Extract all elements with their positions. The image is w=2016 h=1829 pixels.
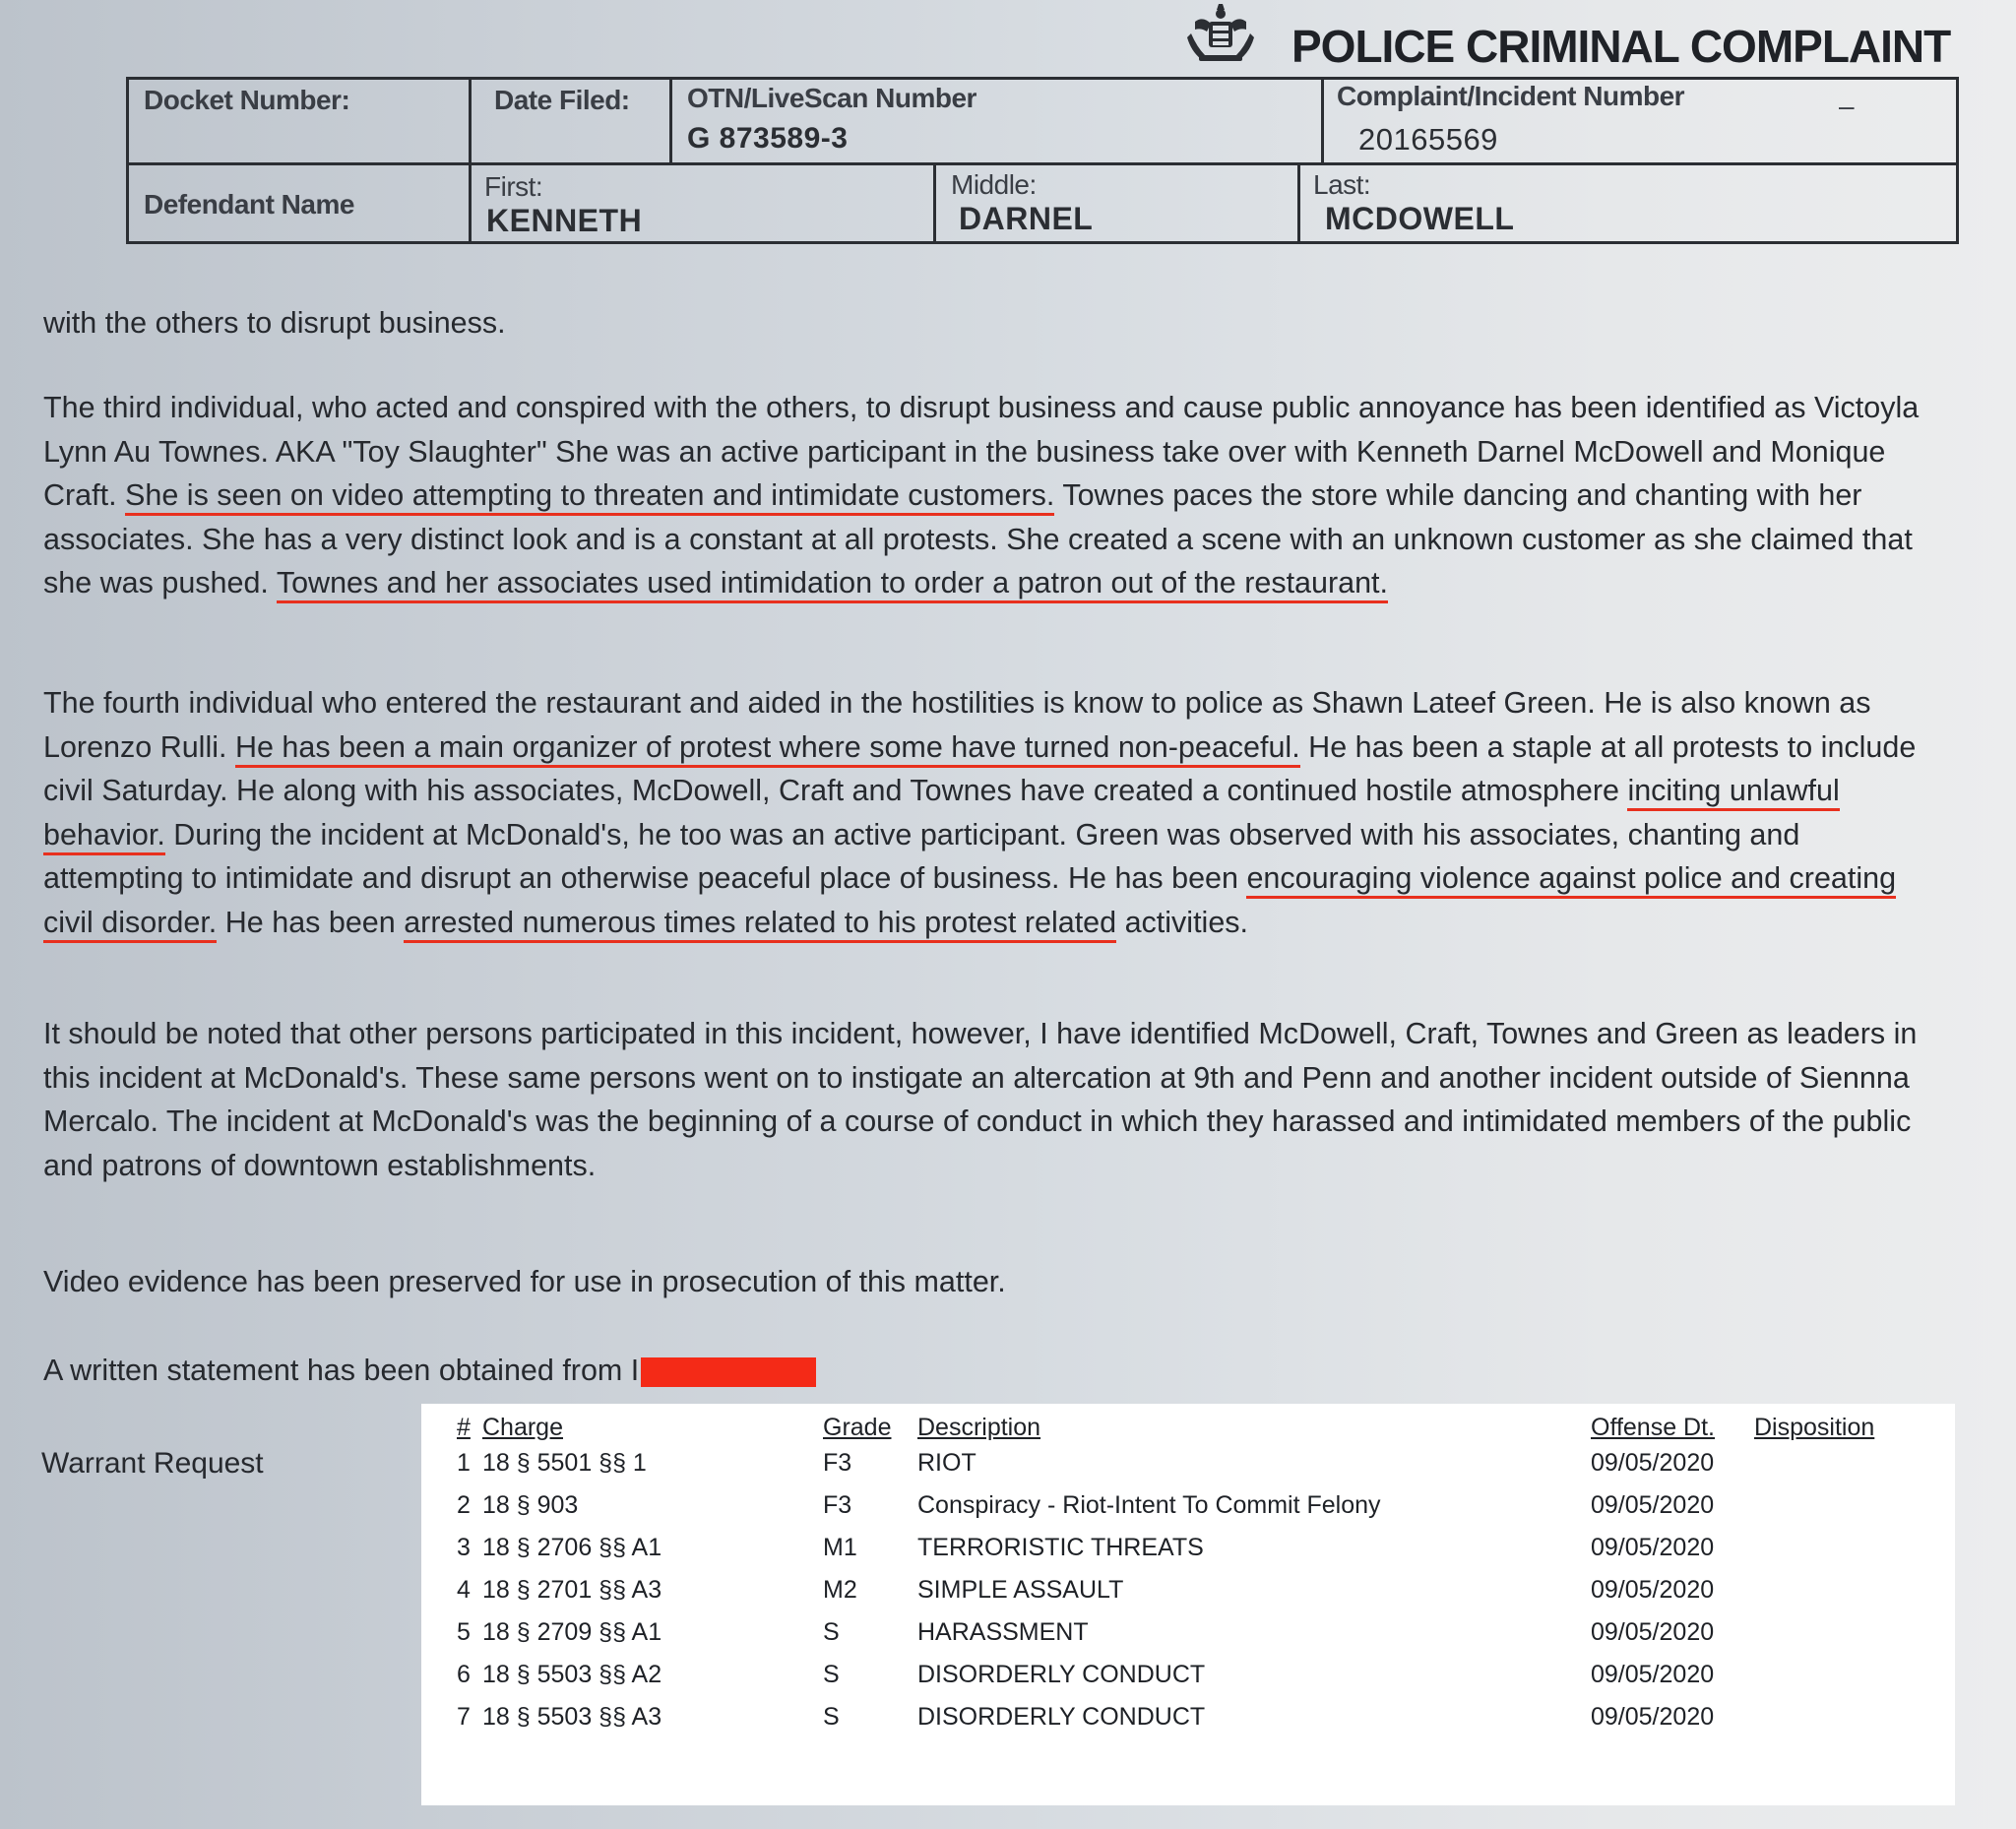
- offense-date: 09/05/2020: [1591, 1576, 1715, 1604]
- underlined-highlight: She is seen on video attempting to threaten and intimidate customers.: [125, 478, 1054, 516]
- paragraph-text: Townes paces the store while dancing and chanting with her associates. She has a very distinct look and is a constant at all protests. She created a scene with an unknown customer as she claimed that she was pushed.: [43, 478, 1913, 599]
- charge-number: 7: [457, 1703, 471, 1731]
- charge-grade: F3: [823, 1449, 852, 1477]
- table-row: [421, 1491, 1955, 1531]
- redaction-box: [641, 1357, 816, 1387]
- paragraph-video-evidence: Video evidence has been preserved for use in prosecution of this matter.: [43, 1265, 1006, 1298]
- paragraph-text: activities.: [1116, 905, 1249, 939]
- complaint-number-value: 20165569: [1358, 122, 1498, 157]
- warrant-request-label: Warrant Request: [41, 1447, 264, 1480]
- offense-date: 09/05/2020: [1591, 1449, 1715, 1477]
- offense-date: 09/05/2020: [1591, 1661, 1715, 1688]
- defendant-name-label: Defendant Name: [144, 189, 354, 220]
- paragraph-third-individual: [43, 386, 1943, 605]
- paragraph-continuation: with the others to disrupt business.: [43, 306, 506, 340]
- charge-grade: S: [823, 1661, 840, 1688]
- charge-grade: S: [823, 1618, 840, 1646]
- complaint-number-label: Complaint/Incident Number: [1337, 81, 1685, 111]
- grid-divider: [1297, 163, 1300, 244]
- paragraph-leaders: It should be noted that other persons participated in this incident, however, I have identified McDowell, Craft, Townes and Green as leaders in this incident at McDonald's. These same persons went on to instigate an altercation at 9th and Penn and another incident outside of Siennna Mercalo. The incident at McDonald's was the beginning of a course of conduct in which they harassed and intimidated members of the public and patrons of downtown establishments.: [43, 1017, 1918, 1182]
- charge-number: 5: [457, 1618, 471, 1646]
- paragraph-text: The third individual, who acted and conspired with the others, to disrupt business and cause public annoyance has been identified as Victoyla Lynn Au Townes. AKA "Toy Slaughter" She was an active participant in the business take over with Kenneth Darnel McDowell and Monique Craft.: [43, 391, 1920, 512]
- form-title: POLICE CRIMINAL COMPLAINT: [1292, 21, 1951, 72]
- charge-grade: M2: [823, 1576, 857, 1604]
- charge-statute: 18 § 5503 §§ A3: [482, 1703, 662, 1731]
- paragraph-text: He has been: [217, 905, 405, 939]
- first-name-value: KENNETH: [486, 203, 643, 238]
- grid-divider: [933, 163, 936, 244]
- grid-divider: [469, 77, 472, 244]
- charge-statute: 18 § 5503 §§ A2: [482, 1661, 662, 1688]
- charge-description: SIMPLE ASSAULT: [917, 1576, 1124, 1604]
- charge-number: 3: [457, 1534, 471, 1561]
- charge-grade: F3: [823, 1491, 852, 1519]
- charge-grade: S: [823, 1703, 840, 1731]
- col-grade-header: Grade: [823, 1414, 892, 1441]
- col-charge-header: Charge: [482, 1414, 563, 1441]
- table-row: [421, 1534, 1955, 1573]
- charge-statute: 18 § 2706 §§ A1: [482, 1534, 662, 1561]
- charge-description: Conspiracy - Riot-Intent To Commit Felony: [917, 1491, 1381, 1519]
- last-name-value: MCDOWELL: [1325, 201, 1515, 236]
- otn-label: OTN/LiveScan Number: [687, 83, 976, 113]
- charge-description: DISORDERLY CONDUCT: [917, 1661, 1206, 1688]
- charge-number: 2: [457, 1491, 471, 1519]
- charge-grade: M1: [823, 1534, 857, 1561]
- charge-number: 6: [457, 1661, 471, 1688]
- table-row: [421, 1703, 1955, 1742]
- underlined-highlight: encouraging violence against police and creating civil disorder.: [43, 861, 1896, 943]
- grid-divider: [669, 77, 672, 164]
- date-filed-label: Date Filed:: [494, 85, 630, 115]
- table-row: [421, 1449, 1955, 1488]
- charge-description: TERRORISTIC THREATS: [917, 1534, 1204, 1561]
- grid-divider: [126, 162, 1959, 165]
- charge-description: DISORDERLY CONDUCT: [917, 1703, 1206, 1731]
- charge-statute: 18 § 5501 §§ 1: [482, 1449, 647, 1477]
- paragraph-text: He has been a staple at all protests to include civil Saturday. He along with his associates, McDowell, Craft and Townes have created a continued hostile atmosphere: [43, 729, 1917, 807]
- paragraph-text: A written statement has been obtained from I: [43, 1354, 640, 1387]
- charge-statute: 18 § 2701 §§ A3: [482, 1576, 662, 1604]
- col-disposition-header: Disposition: [1754, 1414, 1875, 1441]
- middle-name-label: Middle:: [951, 169, 1037, 200]
- first-name-label: First:: [484, 171, 543, 202]
- middle-name-value: DARNEL: [959, 201, 1094, 236]
- paragraph-written-statement: [43, 1349, 1943, 1393]
- underlined-highlight: arrested numerous times related to his protest related: [404, 906, 1116, 943]
- underlined-highlight: Townes and her associates used intimidation to order a patron out of the restaurant.: [277, 566, 1388, 603]
- underlined-highlight: He has been a main organizer of protest where some have turned non-peaceful.: [235, 730, 1300, 768]
- charge-statute: 18 § 2709 §§ A1: [482, 1618, 662, 1646]
- offense-date: 09/05/2020: [1591, 1703, 1715, 1731]
- underlined-highlight: inciting unlawful behavior.: [43, 774, 1840, 855]
- corner-mark: –: [1839, 91, 1855, 121]
- table-row: [421, 1661, 1955, 1700]
- charge-number: 1: [457, 1449, 471, 1477]
- table-row: [421, 1618, 1955, 1658]
- docket-number-label: Docket Number:: [144, 85, 350, 115]
- charges-header-row: [421, 1414, 1955, 1453]
- charge-description: HARASSMENT: [917, 1618, 1089, 1646]
- offense-date: 09/05/2020: [1591, 1618, 1715, 1646]
- charge-description: RIOT: [917, 1449, 976, 1477]
- col-description-header: Description: [917, 1414, 1041, 1441]
- state-seal-icon: [1181, 0, 1260, 65]
- offense-date: 09/05/2020: [1591, 1534, 1715, 1561]
- col-num-header: #: [457, 1414, 471, 1441]
- col-offense-date-header: Offense Dt.: [1591, 1414, 1715, 1441]
- paragraph-text: During the incident at McDonald's, he too was an active participant. Green was observed with his associates, chanting and attempting to intimidate and disrupt an otherwise peaceful place of business. He has been: [43, 817, 1800, 895]
- table-row: [421, 1576, 1955, 1615]
- paragraph-fourth-individual: [43, 681, 1943, 944]
- offense-date: 09/05/2020: [1591, 1491, 1715, 1519]
- paragraph-text: The fourth individual who entered the restaurant and aided in the hostilities is know to police as Shawn Lateef Green. He is also known as Lorenzo Rulli.: [43, 686, 1871, 764]
- charges-table: [421, 1404, 1955, 1805]
- grid-divider: [1321, 77, 1324, 164]
- charge-number: 4: [457, 1576, 471, 1604]
- otn-value: G 873589-3: [687, 122, 849, 155]
- last-name-label: Last:: [1313, 169, 1371, 200]
- charge-statute: 18 § 903: [482, 1491, 579, 1519]
